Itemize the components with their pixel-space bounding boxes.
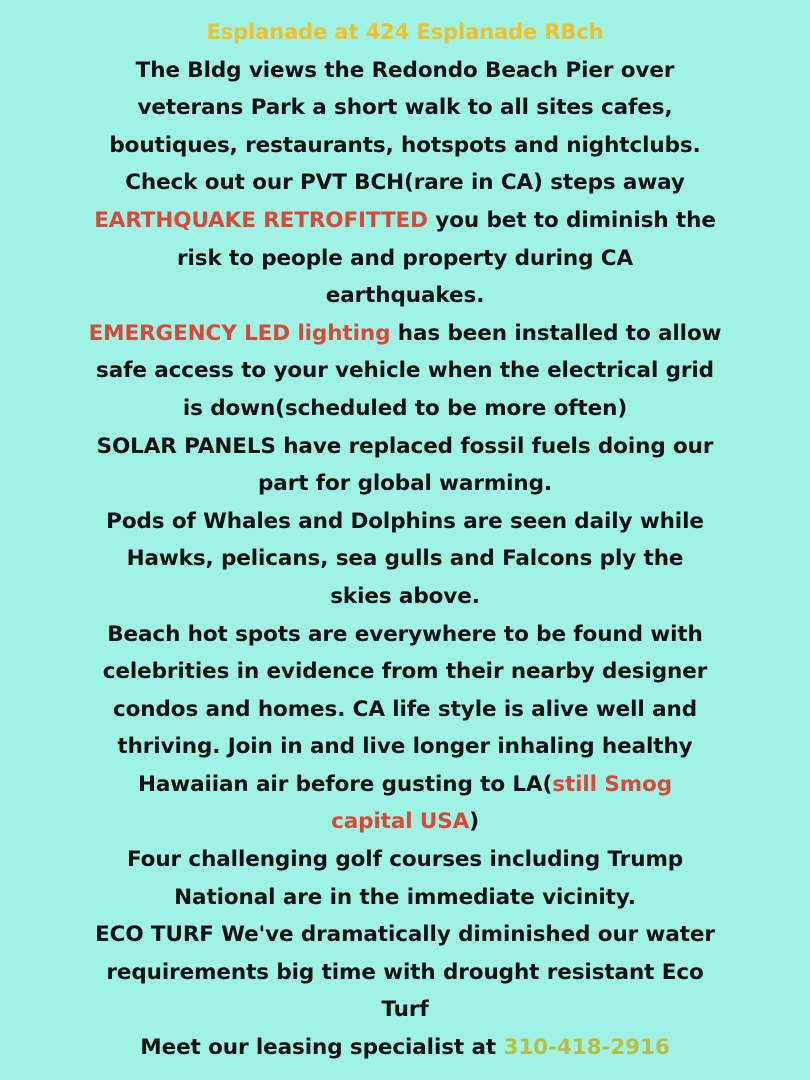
body-line-13: Pods of Whales and Dolphins are seen daily while bbox=[106, 508, 704, 534]
body-line-9: safe access to your vehicle when the electrical grid bbox=[96, 358, 714, 384]
body-line-12: part for global warming. bbox=[258, 471, 552, 497]
capital-usa-highlight: capital USA bbox=[331, 809, 470, 835]
body-line-25: requirements big time with drought resistant Eco bbox=[106, 959, 704, 985]
body-line-20 bbox=[0, 766, 810, 804]
body-line-17: celebrities in evidence from their nearby designer bbox=[102, 659, 708, 685]
body-line-5-text: you bet to diminish the bbox=[427, 207, 716, 233]
body-line-3: boutiques, restaurants, hotspots and nightclubs. bbox=[109, 132, 701, 158]
body-line-15: skies above. bbox=[330, 583, 480, 609]
phone-number: 310-418-2916 bbox=[503, 1035, 670, 1061]
body-line-26: Turf bbox=[381, 997, 429, 1023]
earthquake-retrofitted-highlight: EARTHQUAKE RETROFITTED bbox=[94, 207, 428, 233]
body-line-21-text: ) bbox=[469, 809, 479, 835]
body-line-5 bbox=[0, 202, 810, 240]
body-line-10: is down(scheduled to be more often) bbox=[182, 395, 628, 421]
contact-label: Meet our leasing specialist at bbox=[140, 1035, 504, 1061]
body-line-18: condos and homes. CA life style is alive well and bbox=[112, 696, 697, 722]
body-line-21 bbox=[0, 803, 810, 841]
body-line-4: Check out our PVT BCH(rare in CA) steps away bbox=[125, 170, 685, 196]
still-smog-highlight: still Smog bbox=[552, 771, 672, 797]
contact-line bbox=[0, 1029, 810, 1067]
emergency-led-highlight: EMERGENCY LED lighting bbox=[88, 320, 391, 346]
body-line-19: thriving. Join in and live longer inhaling healthy bbox=[117, 734, 693, 760]
body-line-14: Hawks, pelicans, sea gulls and Falcons ply the bbox=[126, 546, 684, 572]
body-line-2: veterans Park a short walk to all sites cafes, bbox=[137, 95, 673, 121]
body-line-24: ECO TURF We've dramatically diminished our water bbox=[95, 922, 715, 948]
body-line-23: National are in the immediate vicinity. bbox=[174, 884, 636, 910]
body-line-22: Four challenging golf courses including Trump bbox=[126, 847, 684, 873]
body-line-7: earthquakes. bbox=[325, 283, 485, 309]
body-line-8 bbox=[0, 315, 810, 353]
body-line-8-text: has been installed to allow bbox=[390, 320, 722, 346]
body-line-20-text: Hawaiian air before gusting to LA( bbox=[138, 771, 553, 797]
body-line-16: Beach hot spots are everywhere to be found with bbox=[107, 621, 703, 647]
flyer-title: Esplanade at 424 Esplanade RBch bbox=[206, 20, 604, 44]
body-line-11: SOLAR PANELS have replaced fossil fuels doing our bbox=[96, 433, 714, 459]
body-line-1: The Bldg views the Redondo Beach Pier over bbox=[135, 57, 675, 83]
body-line-6: risk to people and property during CA bbox=[176, 245, 634, 271]
